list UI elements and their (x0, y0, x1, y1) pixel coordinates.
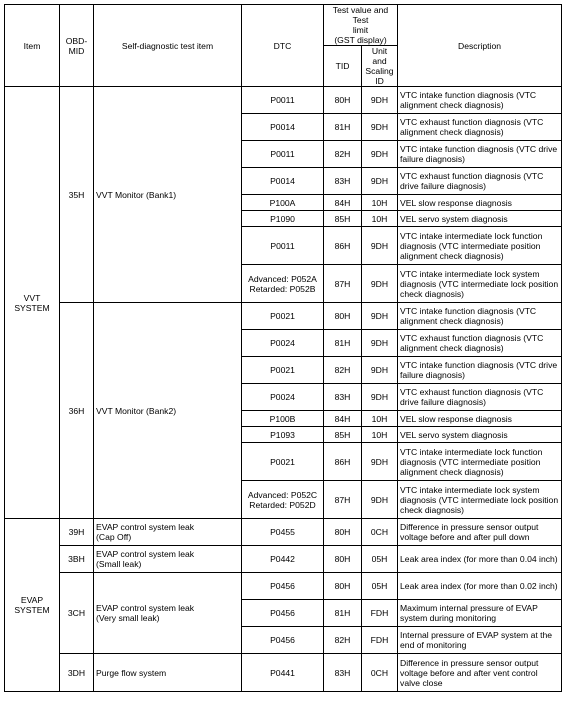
obd-mid-39h: 39H (60, 519, 94, 546)
header-unit-scaling: Unit and Scaling ID (362, 46, 398, 87)
dtc-cell: P0021 (242, 357, 324, 384)
unit-cell: 05H (362, 546, 398, 573)
description-cell: VTC intake intermediate lock function diagnosis (VTC intermediate position alignment check diagnosis) (398, 443, 562, 481)
table-row (5, 303, 562, 330)
unit-cell: 9DH (362, 303, 398, 330)
tid-cell: 84H (324, 411, 362, 427)
group-evap-system: EVAP SYSTEM (5, 519, 60, 692)
tid-cell: 82H (324, 627, 362, 654)
dtc-cell: P0456 (242, 573, 324, 600)
description-cell: VTC intake function diagnosis (VTC drive failure diagnosis) (398, 357, 562, 384)
dtc-cell: P0014 (242, 114, 324, 141)
unit-cell: 9DH (362, 330, 398, 357)
unit-cell: 9DH (362, 384, 398, 411)
table-row (5, 654, 562, 692)
header-test-value-group: Test value and Test limit (GST display) (324, 5, 398, 46)
test-item-evap-cap-off: EVAP control system leak (Cap Off) (94, 519, 242, 546)
tid-cell: 80H (324, 87, 362, 114)
header-description: Description (398, 5, 562, 87)
unit-cell: 9DH (362, 481, 398, 519)
dtc-cell: P0441 (242, 654, 324, 692)
unit-cell: 0CH (362, 654, 398, 692)
unit-cell: 10H (362, 211, 398, 227)
obd-mid-35h: 35H (60, 87, 94, 303)
description-cell: Leak area index (for more than 0.02 inch) (398, 573, 562, 600)
description-cell: VEL slow response diagnosis (398, 411, 562, 427)
tid-cell: 84H (324, 195, 362, 211)
description-cell: VTC intake intermediate lock function diagnosis (VTC intermediate position alignment check diagnosis) (398, 227, 562, 265)
description-cell: VTC exhaust function diagnosis (VTC drive failure diagnosis) (398, 168, 562, 195)
dtc-cell: P100A (242, 195, 324, 211)
dtc-cell: P0011 (242, 87, 324, 114)
tid-cell: 82H (324, 141, 362, 168)
header-obd-mid: OBD- MID (60, 5, 94, 87)
unit-cell: 9DH (362, 87, 398, 114)
header-tid: TID (324, 46, 362, 87)
tid-cell: 80H (324, 303, 362, 330)
test-item-purge-flow: Purge flow system (94, 654, 242, 692)
tid-cell: 85H (324, 211, 362, 227)
description-cell: Internal pressure of EVAP system at the end of monitoring (398, 627, 562, 654)
description-cell: VTC intake function diagnosis (VTC drive failure diagnosis) (398, 141, 562, 168)
diagnostic-table (4, 4, 562, 692)
dtc-cell: P0024 (242, 384, 324, 411)
unit-cell: 10H (362, 411, 398, 427)
tid-cell: 80H (324, 573, 362, 600)
dtc-cell: P0014 (242, 168, 324, 195)
obd-mid-3bh: 3BH (60, 546, 94, 573)
test-item-vvt-bank1: VVT Monitor (Bank1) (94, 87, 242, 303)
tid-cell: 86H (324, 443, 362, 481)
unit-cell: FDH (362, 600, 398, 627)
dtc-cell: Advanced: P052A Retarded: P052B (242, 265, 324, 303)
description-cell: VEL servo system diagnosis (398, 211, 562, 227)
unit-cell: FDH (362, 627, 398, 654)
test-item-evap-small-leak: EVAP control system leak (Small leak) (94, 546, 242, 573)
unit-cell: 05H (362, 573, 398, 600)
header-test-item: Self-diagnostic test item (94, 5, 242, 87)
tid-cell: 82H (324, 357, 362, 384)
description-cell: VTC intake function diagnosis (VTC alignment check diagnosis) (398, 87, 562, 114)
description-cell: VTC exhaust function diagnosis (VTC alignment check diagnosis) (398, 114, 562, 141)
unit-cell: 9DH (362, 168, 398, 195)
unit-cell: 9DH (362, 141, 398, 168)
tid-cell: 80H (324, 519, 362, 546)
dtc-cell: P100B (242, 411, 324, 427)
table-row (5, 546, 562, 573)
header-dtc: DTC (242, 5, 324, 87)
dtc-cell: P0021 (242, 443, 324, 481)
tid-cell: 86H (324, 227, 362, 265)
description-cell: VEL slow response diagnosis (398, 195, 562, 211)
description-cell: VTC intake function diagnosis (VTC alignment check diagnosis) (398, 303, 562, 330)
header-item: Item (5, 5, 60, 87)
description-cell: Leak area index (for more than 0.04 inch) (398, 546, 562, 573)
dtc-cell: P0021 (242, 303, 324, 330)
table-row (5, 87, 562, 114)
dtc-cell: P0024 (242, 330, 324, 357)
description-cell: Difference in pressure sensor output voltage before and after pull down (398, 519, 562, 546)
description-cell: Difference in pressure sensor output voltage before and after vent control valve close (398, 654, 562, 692)
tid-cell: 81H (324, 600, 362, 627)
dtc-cell: P0011 (242, 227, 324, 265)
unit-cell: 0CH (362, 519, 398, 546)
description-cell: VEL servo system diagnosis (398, 427, 562, 443)
obd-mid-3ch: 3CH (60, 573, 94, 654)
group-vvt-system: VVT SYSTEM (5, 87, 60, 519)
unit-cell: 9DH (362, 357, 398, 384)
tid-cell: 85H (324, 427, 362, 443)
unit-cell: 9DH (362, 227, 398, 265)
unit-cell: 9DH (362, 265, 398, 303)
unit-cell: 9DH (362, 114, 398, 141)
table-row (5, 573, 562, 600)
dtc-cell: Advanced: P052C Retarded: P052D (242, 481, 324, 519)
description-cell: VTC intake intermediate lock system diagnosis (VTC intermediate lock position check diagnosis) (398, 481, 562, 519)
dtc-cell: P0455 (242, 519, 324, 546)
unit-cell: 10H (362, 195, 398, 211)
dtc-cell: P1090 (242, 211, 324, 227)
test-item-evap-very-small-leak: EVAP control system leak (Very small leak) (94, 573, 242, 654)
dtc-cell: P0011 (242, 141, 324, 168)
description-cell: VTC exhaust function diagnosis (VTC drive failure diagnosis) (398, 384, 562, 411)
obd-mid-3dh: 3DH (60, 654, 94, 692)
tid-cell: 83H (324, 168, 362, 195)
description-cell: Maximum internal pressure of EVAP system during monitoring (398, 600, 562, 627)
description-cell: VTC intake intermediate lock system diagnosis (VTC intermediate lock position check diagnosis) (398, 265, 562, 303)
tid-cell: 81H (324, 330, 362, 357)
dtc-cell: P0456 (242, 600, 324, 627)
unit-cell: 9DH (362, 443, 398, 481)
tid-cell: 83H (324, 654, 362, 692)
dtc-cell: P1093 (242, 427, 324, 443)
dtc-cell: P0456 (242, 627, 324, 654)
table-row (5, 519, 562, 546)
tid-cell: 87H (324, 265, 362, 303)
tid-cell: 87H (324, 481, 362, 519)
test-item-vvt-bank2: VVT Monitor (Bank2) (94, 303, 242, 519)
tid-cell: 81H (324, 114, 362, 141)
obd-mid-36h: 36H (60, 303, 94, 519)
tid-cell: 80H (324, 546, 362, 573)
description-cell: VTC exhaust function diagnosis (VTC alignment check diagnosis) (398, 330, 562, 357)
unit-cell: 10H (362, 427, 398, 443)
tid-cell: 83H (324, 384, 362, 411)
dtc-cell: P0442 (242, 546, 324, 573)
